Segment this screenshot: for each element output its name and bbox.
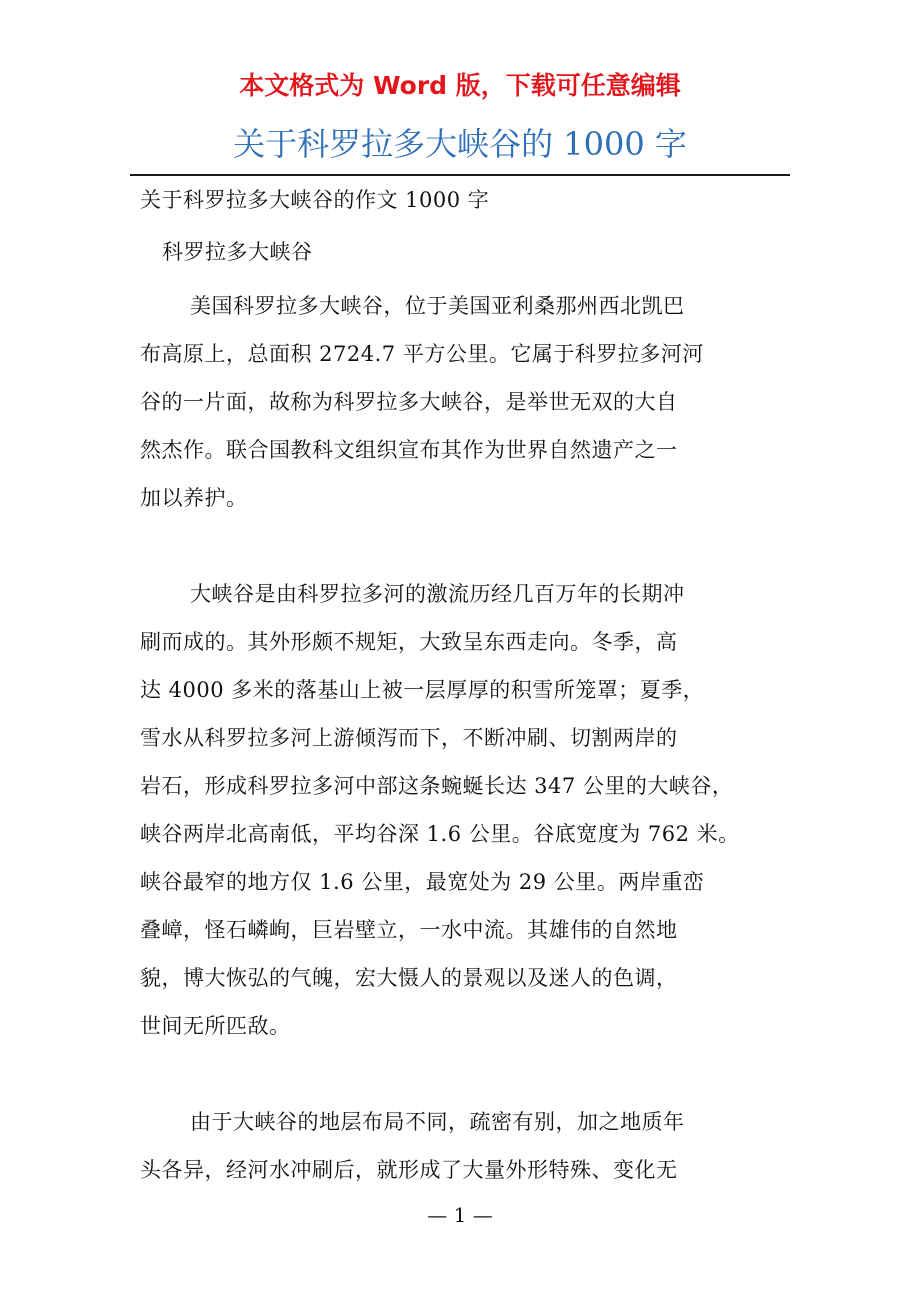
- paragraph-gap: [140, 1050, 800, 1098]
- paragraph-line: 然杰作。联合国教科文组织宣布其作为世界自然遗产之一: [140, 438, 678, 462]
- paragraph-line: 达 4000 多米的落基山上被一层厚厚的积雪所笼罩；夏季，: [140, 678, 705, 702]
- paragraph-line: 布高原上，总面积 2724.7 平方公里。它属于科罗拉多河河: [140, 342, 704, 366]
- paragraph: [140, 282, 800, 522]
- paragraph-line: 峡谷两岸北高南低，平均谷深 1.6 公里。谷底宽度为 762 米。: [140, 822, 740, 846]
- paragraph-line: 刷而成的。其外形颇不规矩，大致呈东西走向。冬季，高: [140, 630, 678, 654]
- section-heading: 科罗拉多大峡谷: [162, 240, 313, 264]
- title-divider: [130, 174, 790, 176]
- document-body: [140, 180, 800, 1194]
- paragraph: [140, 570, 800, 1050]
- document-title: 关于科罗拉多大峡谷的 1000 字: [233, 125, 687, 163]
- article-subtitle: 关于科罗拉多大峡谷的作文 1000 字: [140, 188, 490, 212]
- paragraph-line: 世间无所匹敌。: [140, 1014, 291, 1038]
- paragraph-line: 大峡谷是由科罗拉多河的激流历经几百万年的长期冲: [190, 582, 685, 606]
- paragraph-line: 由于大峡谷的地层布局不同，疏密有别，加之地质年: [190, 1110, 685, 1134]
- page-number: — 1 —: [427, 1203, 493, 1227]
- paragraph-line: 峡谷最窄的地方仅 1.6 公里，最宽处为 29 公里。两岸重峦: [140, 870, 705, 894]
- paragraph-line: 岩石，形成科罗拉多河中部这条蜿蜒长达 347 公里的大峡谷，: [140, 774, 734, 798]
- paragraph-line: 貌，博大恢弘的气魄，宏大慑人的景观以及迷人的色调，: [140, 966, 678, 990]
- paragraph-line: 叠嶂，怪石嶙峋，巨岩壁立，一水中流。其雄伟的自然地: [140, 918, 678, 942]
- paragraph-gap: [140, 522, 800, 570]
- paragraph-line: 雪水从科罗拉多河上游倾泻而下，不断冲刷、切割两岸的: [140, 726, 678, 750]
- format-banner: 本文格式为 Word 版，下载可任意编辑: [239, 71, 681, 100]
- paragraph-line: 谷的一片面，故称为科罗拉多大峡谷，是举世无双的大自: [140, 390, 678, 414]
- paragraph: [140, 1098, 800, 1194]
- paragraph-line: 头各异，经河水冲刷后，就形成了大量外形特殊、变化无: [140, 1158, 678, 1182]
- paragraph-line: 加以养护。: [140, 486, 248, 510]
- paragraph-line: 美国科罗拉多大峡谷，位于美国亚利桑那州西北凯巴: [190, 294, 685, 318]
